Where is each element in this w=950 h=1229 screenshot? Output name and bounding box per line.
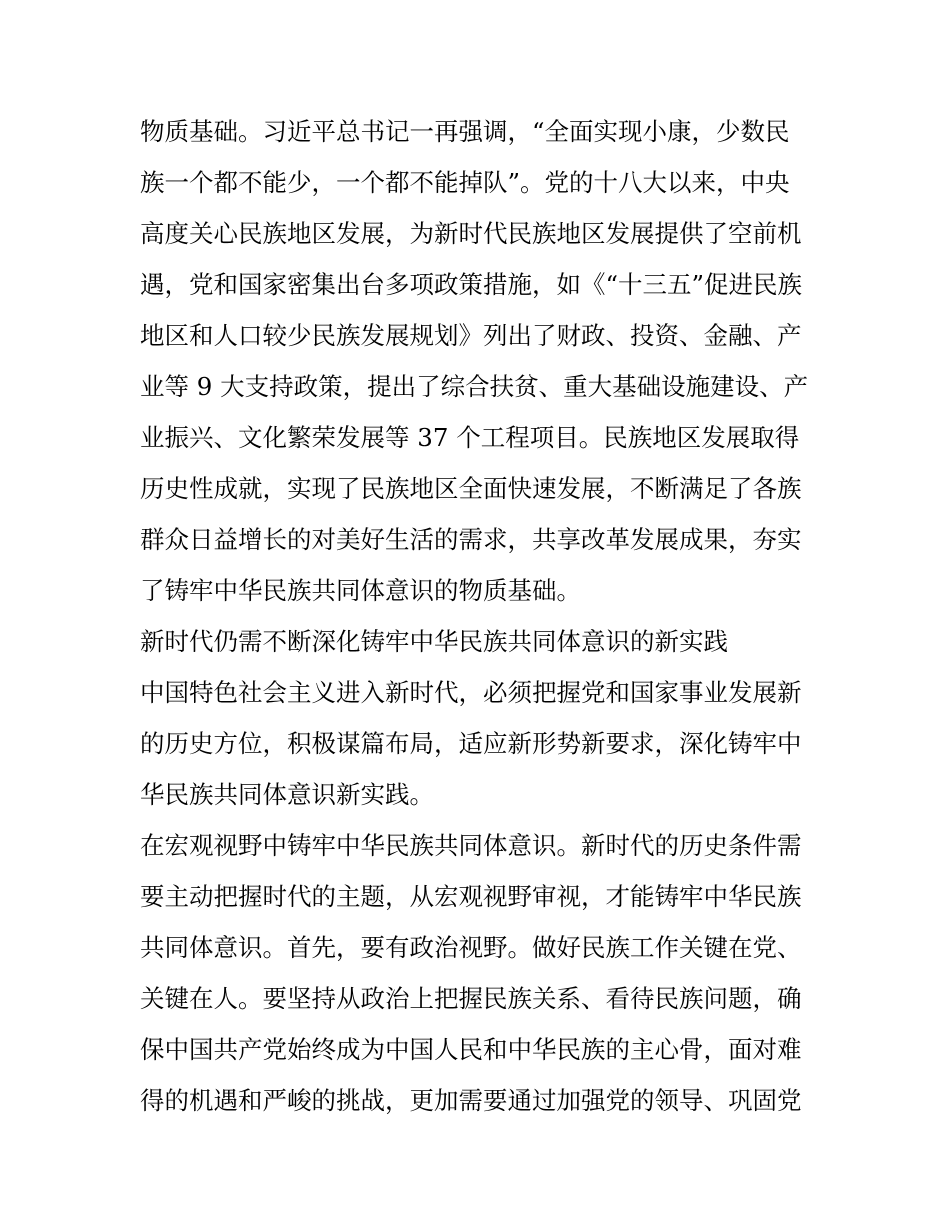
text-line: 华民族共同体意识新实践。 bbox=[140, 780, 434, 809]
text-line: 了铸牢中华民族共同体意识的物质基础。 bbox=[140, 576, 581, 605]
text-line: 遇，党和国家密集出台多项政策措施，如《“十三五”促进民族 bbox=[140, 270, 803, 299]
text-line: 保中国共产党始终成为中国人民和中华民族的主心骨，面对难 bbox=[140, 1035, 802, 1064]
text-line: 在宏观视野中铸牢中华民族共同体意识。新时代的历史条件需 bbox=[140, 831, 802, 860]
text-line: 物质基础。习近平总书记一再强调，“全面实现小康，少数民 bbox=[140, 117, 790, 146]
text-line: 业振兴、文化繁荣发展等 37 个工程项目。民族地区发展取得 bbox=[140, 423, 800, 452]
text-line: 族一个都不能少，一个都不能掉队”。党的十八大以来，中央 bbox=[140, 168, 790, 197]
text-line: 中国特色社会主义进入新时代，必须把握党和国家事业发展新 bbox=[140, 678, 802, 707]
section-heading: 新时代仍需不断深化铸牢中华民族共同体意识的新实践 bbox=[140, 627, 728, 656]
text-line: 共同体意识。首先，要有政治视野。做好民族工作关键在党、 bbox=[140, 933, 802, 962]
document-body bbox=[140, 106, 812, 1126]
text-line: 历史性成就，实现了民族地区全面快速发展，不断满足了各族 bbox=[140, 474, 802, 503]
text-line: 要主动把握时代的主题，从宏观视野审视，才能铸牢中华民族 bbox=[140, 882, 802, 911]
text-line: 高度关心民族地区发展，为新时代民族地区发展提供了空前机 bbox=[140, 219, 802, 248]
text-line: 地区和人口较少民族发展规划》列出了财政、投资、金融、产 bbox=[140, 321, 802, 350]
text-line: 群众日益增长的对美好生活的需求，共享改革发展成果，夯实 bbox=[140, 525, 802, 554]
text-line: 的历史方位，积极谋篇布局，适应新形势新要求，深化铸牢中 bbox=[140, 729, 802, 758]
text-line: 得的机遇和严峻的挑战，更加需要通过加强党的领导、巩固党 bbox=[140, 1086, 802, 1115]
text-line: 关键在人。要坚持从政治上把握民族关系、看待民族问题，确 bbox=[140, 984, 802, 1013]
text-line: 业等 9 大支持政策，提出了综合扶贫、重大基础设施建设、产 bbox=[140, 372, 809, 401]
